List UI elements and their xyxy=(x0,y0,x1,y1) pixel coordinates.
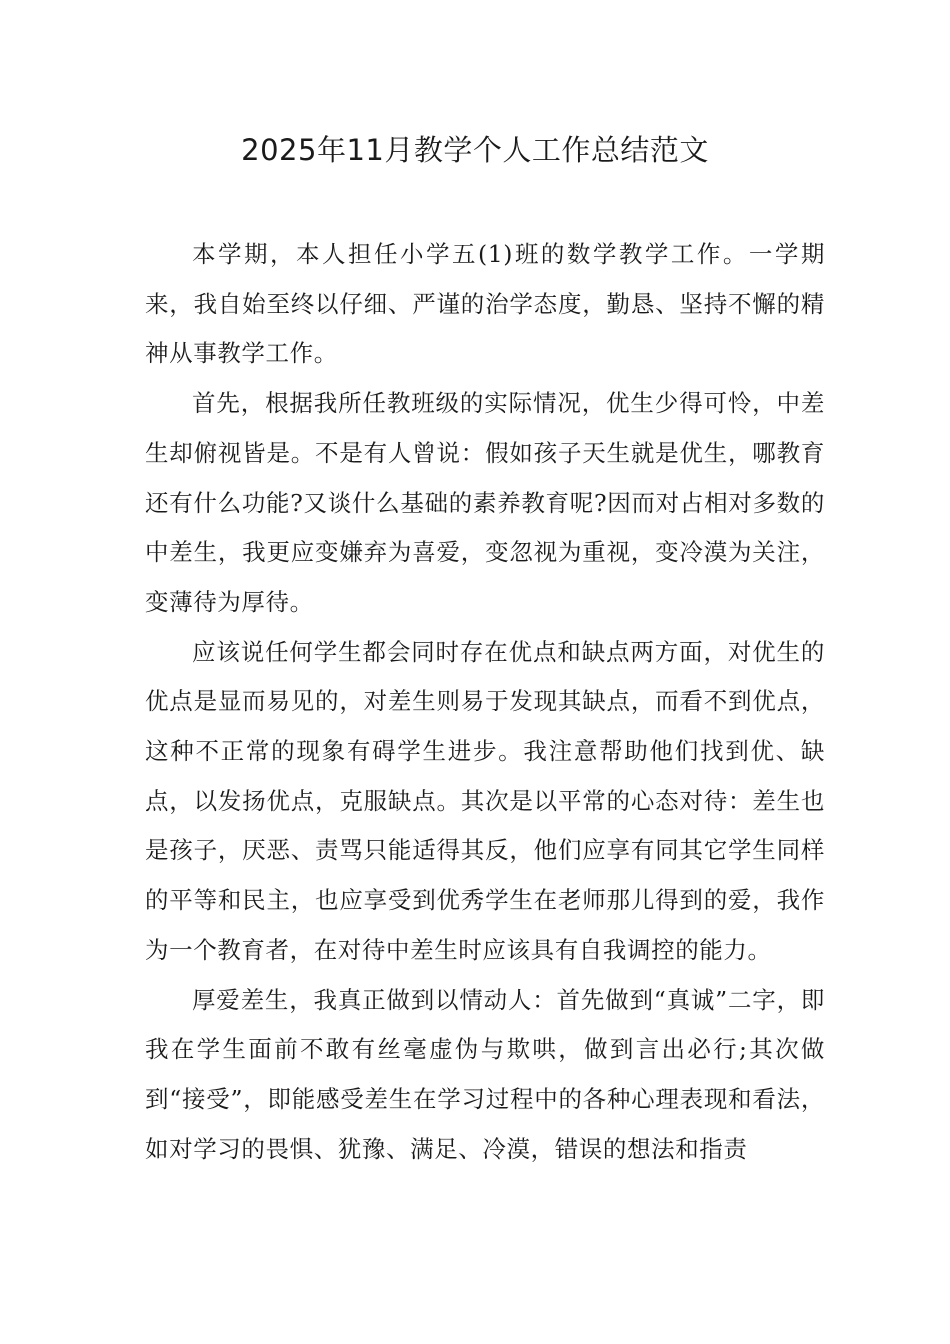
paragraph-4: 厚爱差生，我真正做到以情动人：首先做到“真诚”二字，即我在学生面前不敢有丝毫虚伪与欺哄，做到言出必行;其次做到“接受”，即能感受差生在学习过程中的各种心理表现和看法，如对学习的畏惧、犹豫、满足、冷漠，错误的想法和指责 xyxy=(145,985,825,1163)
document-body xyxy=(145,230,825,1174)
paragraph-3: 应该说任何学生都会同时存在优点和缺点两方面，对优生的优点是显而易见的，对差生则易于发现其缺点，而看不到优点，这种不正常的现象有碍学生进步。我注意帮助他们找到优、缺点，以发扬优点，克服缺点。其次是以平常的心态对待：差生也是孩子，厌恶、责骂只能适得其反，他们应享有同其它学生同样的平等和民主，也应享受到优秀学生在老师那儿得到的爱，我作为一个教育者，在对待中差生时应该具有自我调控的能力。 xyxy=(145,637,825,964)
paragraph-2: 首先，根据我所任教班级的实际情况，优生少得可怜，中差生却俯视皆是。不是有人曾说：假如孩子天生就是优生，哪教育还有什么功能?又谈什么基础的素养教育呢?因而对占相对多数的中差生，我更应变嫌弃为喜爱，变忽视为重视，变冷漠为关注，变薄待为厚待。 xyxy=(145,389,825,616)
paragraph-1: 本学期，本人担任小学五(1)班的数学教学工作。一学期来，我自始至终以仔细、严谨的治学态度，勤恳、坚持不懈的精神从事教学工作。 xyxy=(145,240,825,368)
document-title: 2025年11月教学个人工作总结范文 xyxy=(241,133,709,167)
